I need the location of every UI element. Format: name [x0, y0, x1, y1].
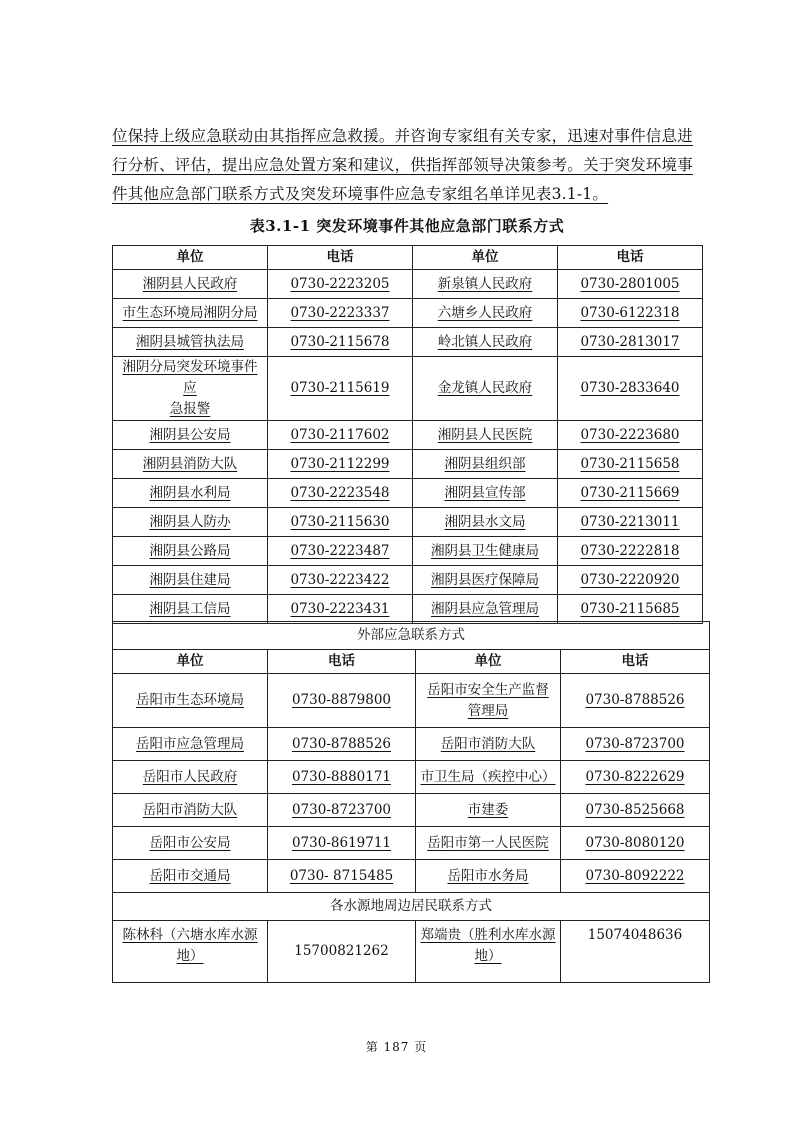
phone-cell	[558, 357, 703, 421]
unit-cell	[413, 537, 558, 566]
unit-cell	[113, 357, 268, 421]
unit-cell	[113, 827, 268, 860]
unit-name: 湘阴县医疗保障局	[431, 571, 539, 588]
table-row	[113, 595, 703, 624]
unit-name: 市建委	[467, 801, 509, 818]
table-row	[113, 728, 710, 761]
phone-number: 0730-2223680	[580, 426, 680, 443]
unit-cell	[113, 299, 268, 328]
phone-number: 0730-8525668	[585, 801, 685, 818]
phone-cell	[558, 421, 703, 450]
table-row	[113, 761, 710, 794]
phone-number: 0730-6122318	[580, 304, 680, 321]
unit-cell	[416, 827, 561, 860]
unit-name: 岳阳市公安局	[149, 834, 231, 851]
phone-number: 0730-2220920	[580, 571, 680, 588]
unit-name: 湘阴县水文局	[444, 513, 526, 530]
phone-cell	[268, 421, 413, 450]
unit-name: 湘阴县宣传部	[444, 484, 526, 501]
resident-name-line-1: 陈林科（六塘水库水源	[122, 927, 258, 943]
phone-number: 0730-8080120	[585, 834, 685, 851]
phone-cell	[558, 566, 703, 595]
phone-number: 0730- 8715485	[289, 867, 394, 884]
phone-number: 0730-2801005	[580, 275, 680, 292]
intro-line-1: 位保持上级应急联动由其指挥应急救援。并咨询专家组有关专家，迅速对事件信息进	[112, 127, 693, 145]
phone-number: 0730-2112299	[290, 455, 390, 472]
unit-name: 金龙镇人民政府	[437, 380, 533, 396]
external-contacts-table	[112, 621, 710, 983]
unit-cell	[413, 270, 558, 299]
phone-cell	[268, 270, 413, 299]
phone-cell	[268, 508, 413, 537]
phone-cell	[558, 450, 703, 479]
unit-cell	[413, 357, 558, 421]
unit-name: 湘阴县人防办	[149, 513, 231, 530]
phone-number: 0730-2223431	[290, 600, 390, 617]
table-title: 表3.1-1 突发环境事件其他应急部门联系方式	[249, 217, 565, 235]
unit-cell	[413, 328, 558, 357]
table-row	[113, 479, 703, 508]
phone-cell	[268, 674, 416, 728]
unit-name: 岳阳市交通局	[149, 867, 231, 884]
unit-name: 湘阴县人民医院	[437, 426, 533, 443]
phone-cell	[558, 537, 703, 566]
unit-cell	[416, 761, 561, 794]
phone-number: 0730-2115678	[290, 333, 390, 350]
phone-cell	[268, 761, 416, 794]
phone-cell	[268, 328, 413, 357]
intro-line-2: 行分析、评估，提出应急处置方案和建议，供指挥部领导决策参考。关于突发环境事	[112, 156, 693, 174]
phone-number: 0730-8619711	[291, 834, 392, 851]
unit-cell	[413, 299, 558, 328]
unit-cell	[113, 566, 268, 595]
table-row	[113, 921, 710, 983]
phone-number: 0730-2833640	[580, 380, 680, 396]
phone-number: 0730-2115658	[580, 455, 680, 472]
table-row	[113, 508, 703, 537]
phone-cell	[561, 860, 710, 893]
phone-number: 0730-8879800	[291, 692, 392, 708]
phone-number: 0730-2115619	[290, 380, 390, 396]
table-row	[113, 674, 710, 728]
unit-name: 市卫生局（疾控中心）	[420, 768, 556, 785]
header-phone: 电话	[558, 246, 703, 270]
unit-cell	[113, 421, 268, 450]
unit-cell	[113, 508, 268, 537]
unit-cell	[113, 728, 268, 761]
phone-cell	[561, 921, 710, 983]
unit-cell	[113, 761, 268, 794]
unit-name-line-2: 急报警	[169, 401, 211, 417]
unit-name: 湘阴县城管执法局	[136, 333, 244, 350]
table-header-row	[113, 246, 703, 270]
residents-section-title: 各水源地周边居民联系方式	[113, 893, 710, 921]
resident-name-line-1: 郑端贵（胜利水库水源	[420, 927, 556, 943]
unit-name: 市生态环境局湘阴分局	[122, 304, 258, 321]
table-row	[113, 421, 703, 450]
unit-name: 岳阳市消防大队	[440, 735, 536, 752]
resident-name-line-2: 地）	[176, 948, 204, 964]
unit-cell	[113, 450, 268, 479]
phone-cell	[561, 794, 710, 827]
header-unit: 单位	[413, 246, 558, 270]
resident-name-line-2: 地）	[474, 948, 502, 964]
unit-cell	[416, 674, 561, 728]
table-row	[113, 566, 703, 595]
table-row	[113, 827, 710, 860]
phone-cell	[558, 479, 703, 508]
page-number: 第 187 页	[365, 1040, 428, 1054]
unit-cell	[113, 674, 268, 728]
unit-name: 湘阴县水利局	[149, 484, 231, 501]
unit-cell	[113, 537, 268, 566]
table-row	[113, 357, 703, 421]
phone-number: 0730-8723700	[585, 735, 685, 752]
unit-cell	[113, 328, 268, 357]
unit-name: 岭北镇人民政府	[437, 333, 533, 350]
phone-number: 0730-2115630	[290, 513, 390, 530]
unit-name: 岳阳市人民政府	[142, 768, 238, 785]
unit-name-line-2: 管理局	[467, 702, 509, 719]
table-row	[113, 270, 703, 299]
unit-name: 湘阴县人民政府	[142, 275, 238, 292]
unit-name: 岳阳市应急管理局	[136, 735, 244, 752]
header-phone: 电话	[268, 650, 416, 674]
phone-cell	[268, 860, 416, 893]
phone-cell	[561, 827, 710, 860]
table-row	[113, 537, 703, 566]
unit-name: 湘阴县工信局	[149, 600, 231, 617]
header-unit: 单位	[113, 246, 268, 270]
phone-number: 0730-8788526	[291, 735, 392, 752]
table-row	[113, 794, 710, 827]
phone-number: 0730-8880171	[291, 768, 392, 785]
phone-number: 15700821262	[294, 943, 389, 959]
phone-number: 0730-2223548	[290, 484, 390, 501]
phone-cell	[268, 566, 413, 595]
phone-cell	[561, 761, 710, 794]
phone-number: 0730-2813017	[580, 333, 680, 350]
phone-cell	[561, 674, 710, 728]
phone-cell	[268, 479, 413, 508]
unit-name: 湘阴县应急管理局	[431, 600, 539, 617]
header-unit: 单位	[113, 650, 268, 674]
phone-cell	[558, 508, 703, 537]
unit-name: 湘阴县公安局	[149, 426, 231, 443]
unit-cell	[113, 860, 268, 893]
unit-name-line-1: 岳阳市安全生产监督	[427, 681, 549, 698]
phone-cell	[561, 728, 710, 761]
phone-number: 0730-2223337	[290, 304, 390, 321]
phone-cell	[558, 328, 703, 357]
unit-name: 六塘乡人民政府	[437, 304, 533, 321]
unit-name: 岳阳市生态环境局	[136, 692, 244, 708]
header-phone: 电话	[561, 650, 710, 674]
unit-cell	[113, 794, 268, 827]
unit-cell	[113, 479, 268, 508]
unit-cell	[413, 450, 558, 479]
unit-cell	[413, 421, 558, 450]
resident-cell	[113, 921, 268, 983]
unit-cell	[413, 479, 558, 508]
table-row	[113, 328, 703, 357]
unit-name: 湘阴县卫生健康局	[431, 542, 539, 559]
unit-name: 湘阴县住建局	[149, 571, 231, 588]
phone-cell	[268, 794, 416, 827]
unit-name: 岳阳市水务局	[447, 867, 529, 884]
phone-number: 0730-2115685	[580, 600, 680, 617]
unit-cell	[113, 270, 268, 299]
unit-name: 湘阴县公路局	[149, 542, 231, 559]
table-header-row	[113, 650, 710, 674]
phone-cell	[558, 299, 703, 328]
phone-cell	[268, 450, 413, 479]
phone-number: 0730-2115669	[580, 484, 680, 501]
unit-cell	[413, 508, 558, 537]
intro-paragraph	[112, 122, 702, 209]
table-row	[113, 299, 703, 328]
unit-cell	[413, 566, 558, 595]
phone-cell	[268, 357, 413, 421]
phone-cell	[268, 537, 413, 566]
header-phone: 电话	[268, 246, 413, 270]
unit-name-line-1: 湘阴分局突发环境事件应	[122, 359, 258, 396]
unit-name: 湘阴县组织部	[444, 455, 526, 472]
phone-number: 0730-2117602	[290, 426, 390, 443]
phone-cell	[558, 270, 703, 299]
phone-cell	[558, 595, 703, 624]
phone-cell	[268, 728, 416, 761]
local-contacts-table	[112, 245, 703, 624]
phone-number: 0730-2223422	[290, 571, 390, 588]
phone-number: 0730-2223205	[290, 275, 390, 292]
unit-name: 岳阳市第一人民医院	[427, 834, 549, 851]
phone-cell	[268, 595, 413, 624]
external-section-title: 外部应急联系方式	[113, 622, 710, 650]
header-unit: 单位	[416, 650, 561, 674]
phone-number: 0730-2222818	[580, 542, 680, 559]
unit-cell	[416, 860, 561, 893]
unit-cell	[416, 728, 561, 761]
phone-number: 0730-8222629	[585, 768, 685, 785]
unit-cell	[416, 794, 561, 827]
section-row	[113, 893, 710, 921]
phone-number: 0730-2213011	[580, 513, 680, 530]
phone-cell	[268, 827, 416, 860]
unit-cell	[413, 595, 558, 624]
intro-line-3: 件其他应急部门联系方式及突发环境事件应急专家组名单详见表3.1-1。	[112, 185, 609, 203]
phone-number: 15074048636	[587, 927, 683, 943]
unit-name: 湘阴县消防大队	[142, 455, 238, 472]
table-row	[113, 860, 710, 893]
phone-cell	[268, 299, 413, 328]
phone-number: 0730-8723700	[291, 801, 392, 818]
phone-number: 0730-8788526	[585, 692, 685, 708]
phone-cell	[268, 921, 416, 983]
phone-number: 0730-2223487	[290, 542, 390, 559]
resident-cell	[416, 921, 561, 983]
unit-cell	[113, 595, 268, 624]
table-row	[113, 450, 703, 479]
section-row	[113, 622, 710, 650]
phone-number: 0730-8092222	[585, 867, 685, 884]
unit-name: 岳阳市消防大队	[142, 801, 238, 818]
unit-name: 新泉镇人民政府	[437, 275, 533, 292]
